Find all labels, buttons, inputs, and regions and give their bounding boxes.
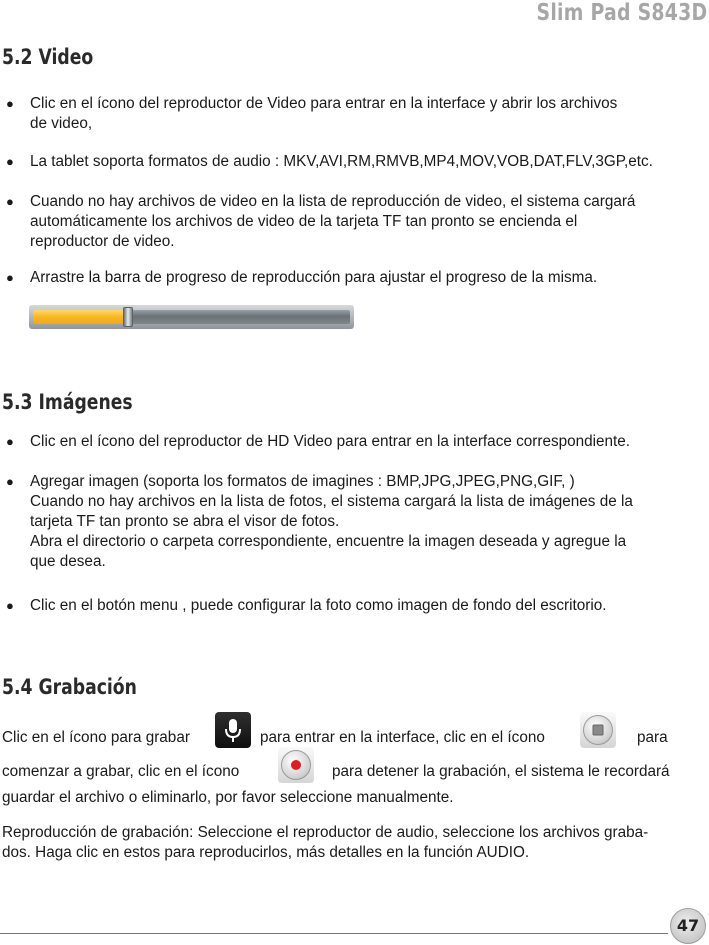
stop-square-graphic	[580, 712, 616, 748]
section-title-images: 5.3 Imágenes	[2, 390, 133, 414]
bullet-line: Cuando no hay archivos de video en la lista de reproducción de video, el sistema cargará	[30, 193, 636, 210]
recording-text: para entrar en la interface, clic en el ícono	[260, 729, 545, 746]
recording-text: guardar el archivo o eliminarlo, por favor seleccione manualmente.	[2, 789, 454, 806]
bullet-line: que desea.	[30, 553, 106, 570]
microphone-icon[interactable]	[215, 712, 251, 748]
bullet-dot: ●	[6, 598, 14, 613]
bullet-line: Abra el directorio o carpeta correspondiente, encuentre la imagen deseada y agregue la	[30, 533, 627, 550]
bullet-line: Clic en el botón menu , puede configurar la foto como imagen de fondo del escritorio.	[30, 597, 607, 614]
recording-paragraph	[2, 823, 707, 863]
bullet-dot: ●	[6, 434, 14, 449]
bullet-line: La tablet soporta formatos de audio : MKV,AVI,RM,RMVB,MP4,MOV,VOB,DAT,FLV,3GP,etc.	[30, 153, 653, 170]
paragraph-line: Reproducción de grabación: Seleccione el reproductor de audio, seleccione los archivos graba-	[2, 824, 649, 841]
bullet-line: de video,	[30, 115, 93, 132]
playback-progress-bar[interactable]	[29, 305, 354, 329]
progress-handle[interactable]	[123, 307, 133, 327]
progress-fill	[33, 310, 128, 324]
recording-text: Clic en el ícono para grabar	[2, 729, 190, 746]
section-title-recording: 5.4 Grabación	[2, 675, 137, 699]
bullet-dot: ●	[6, 96, 14, 111]
stop-record-icon[interactable]	[580, 712, 616, 748]
bullet-line: Cuando no hay archivos en la lista de fotos, el sistema cargará la lista de imágenes de la	[30, 493, 633, 510]
bullet-line: reproductor de video.	[30, 233, 175, 250]
bullet-line: automáticamente los archivos de video de la tarjeta TF tan pronto se encienda el	[30, 213, 578, 230]
bullet-line: Agregar imagen (soporta los formatos de imagines : BMP,JPG,JPEG,PNG,GIF, )	[30, 473, 575, 490]
header-title: Slim Pad S843D	[536, 0, 707, 26]
footer-divider	[0, 933, 668, 934]
progress-track[interactable]	[33, 310, 350, 324]
bullet-dot: ●	[6, 154, 14, 169]
section-title-video: 5.2 Video	[2, 45, 94, 69]
bullet-line: Clic en el ícono del reproductor de HD Video para entrar en la interface correspondiente.	[30, 433, 631, 450]
bullet-dot: ●	[6, 270, 14, 285]
microphone-icon-graphic	[215, 712, 251, 748]
recording-text: para detener la grabación, el sistema le recordará	[332, 763, 670, 780]
bullet-line: Clic en el ícono del reproductor de Video para entrar en la interface y abrir los archivos	[30, 95, 618, 112]
recording-text: para	[637, 729, 668, 746]
bullet-dot: ●	[6, 474, 14, 489]
page-number: 47	[670, 908, 706, 944]
bullet-line: Arrastre la barra de progreso de reproducción para ajustar el progreso de la misma.	[30, 269, 598, 286]
bullet-line: tarjeta TF tan pronto se abra el visor de fotos.	[30, 513, 340, 530]
recording-text: comenzar a grabar, clic en el ícono	[2, 763, 240, 780]
bullet-dot: ●	[6, 194, 14, 209]
paragraph-line: dos. Haga clic en estos para reproducirlos, más detalles en la función AUDIO.	[2, 844, 530, 861]
record-dot-graphic	[278, 747, 314, 783]
record-icon[interactable]	[278, 747, 314, 783]
